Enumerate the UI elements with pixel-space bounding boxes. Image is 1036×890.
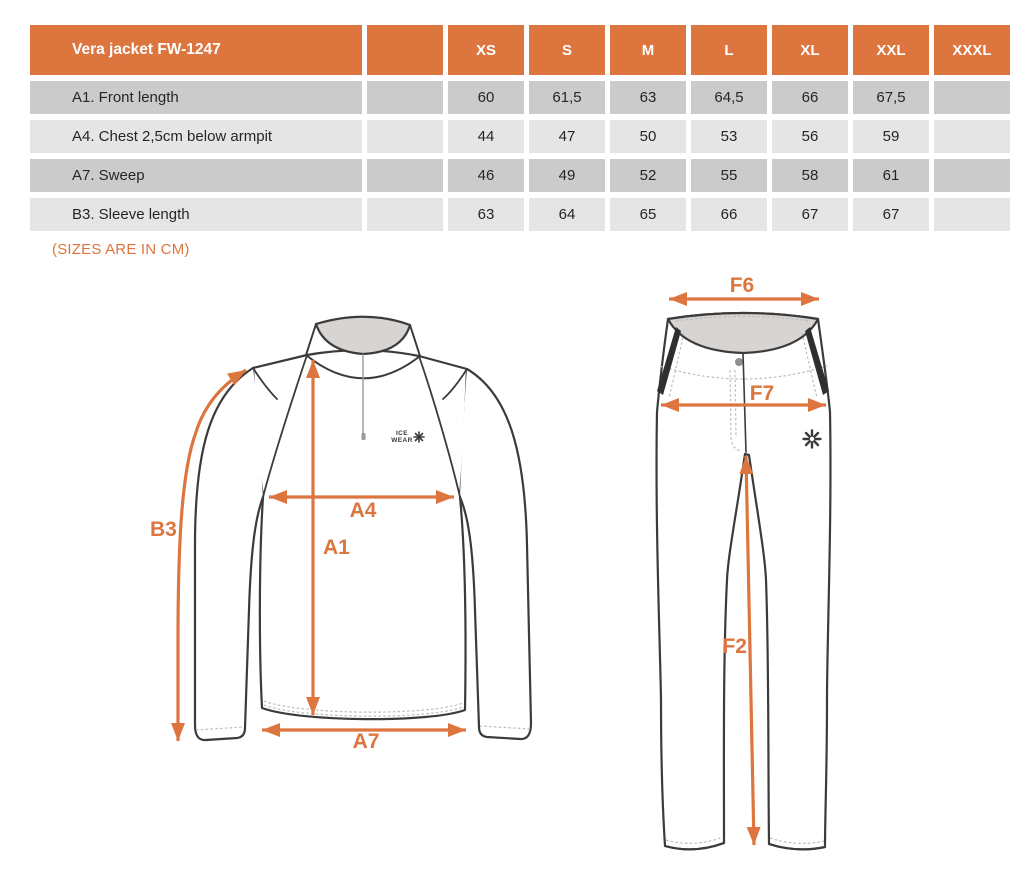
cell-value: 67,5 [853, 81, 929, 114]
row-spacer-cell [367, 198, 443, 231]
jacket-collar [316, 317, 410, 354]
cell-value: 61,5 [529, 81, 605, 114]
logo-text-line1: ICE [395, 430, 409, 437]
label-a1: A1 [323, 536, 350, 559]
label-f7: F7 [749, 382, 775, 405]
cell-value: 63 [610, 81, 686, 114]
cell-value: 50 [610, 120, 686, 153]
cell-value: 44 [448, 120, 524, 153]
cell-value: 52 [610, 159, 686, 192]
cell-value: 64 [529, 198, 605, 231]
cell-value [934, 159, 1010, 192]
header-spacer-cell [367, 25, 443, 75]
cell-value [934, 198, 1010, 231]
cell-value: 47 [529, 120, 605, 153]
zipper-pull [362, 433, 366, 440]
cell-value: 64,5 [691, 81, 767, 114]
cell-value: 61 [853, 159, 929, 192]
label-f2: F2 [722, 635, 747, 658]
cell-value: 59 [853, 120, 929, 153]
cell-value: 55 [691, 159, 767, 192]
label-a4: A4 [349, 499, 377, 522]
cell-value: 53 [691, 120, 767, 153]
size-table [25, 19, 1015, 237]
cell-value: 56 [772, 120, 848, 153]
row-spacer-cell [367, 81, 443, 114]
size-col-l: L [691, 25, 767, 75]
label-f6: F6 [729, 274, 755, 297]
size-col-xs: XS [448, 25, 524, 75]
cell-value: 49 [529, 159, 605, 192]
row-label: A7. Sweep [30, 159, 362, 192]
size-col-xxxl: XXXL [934, 25, 1010, 75]
cell-value: 46 [448, 159, 524, 192]
label-b3: B3 [150, 518, 177, 541]
row-label: A4. Chest 2,5cm below armpit [30, 120, 362, 153]
brand-logo [391, 430, 424, 444]
logo-text-line2: WEAR [391, 437, 413, 444]
cell-value [934, 120, 1010, 153]
jacket-drawing [150, 317, 531, 753]
waist-button [735, 358, 743, 366]
label-a7: A7 [352, 730, 380, 753]
size-table-header-row [30, 25, 1010, 75]
arrow-f2-inseam [746, 456, 754, 845]
table-row-sleeve-length [30, 198, 1010, 231]
row-label: B3. Sleeve length [30, 198, 362, 231]
table-row-front-length [30, 81, 1010, 114]
hip-snowflake-icon [804, 431, 821, 448]
units-note: (SIZES ARE IN CM) [52, 241, 190, 258]
cell-value: 67 [772, 198, 848, 231]
row-spacer-cell [367, 120, 443, 153]
size-col-m: M [610, 25, 686, 75]
logo-snowflake-icon [414, 432, 424, 442]
cell-value: 66 [691, 198, 767, 231]
measurement-diagrams [0, 270, 1036, 890]
row-label: A1. Front length [30, 81, 362, 114]
cell-value: 63 [448, 198, 524, 231]
cell-value: 66 [772, 81, 848, 114]
cell-value [934, 81, 1010, 114]
table-row-sweep [30, 159, 1010, 192]
row-spacer-cell [367, 159, 443, 192]
cell-value: 67 [853, 198, 929, 231]
size-col-xl: XL [772, 25, 848, 75]
size-col-xxl: XXL [853, 25, 929, 75]
cell-value: 65 [610, 198, 686, 231]
product-title: Vera jacket FW-1247 [30, 25, 362, 75]
size-col-s: S [529, 25, 605, 75]
table-row-chest [30, 120, 1010, 153]
cell-value: 58 [772, 159, 848, 192]
pants-drawing [657, 274, 831, 849]
cell-value: 60 [448, 81, 524, 114]
